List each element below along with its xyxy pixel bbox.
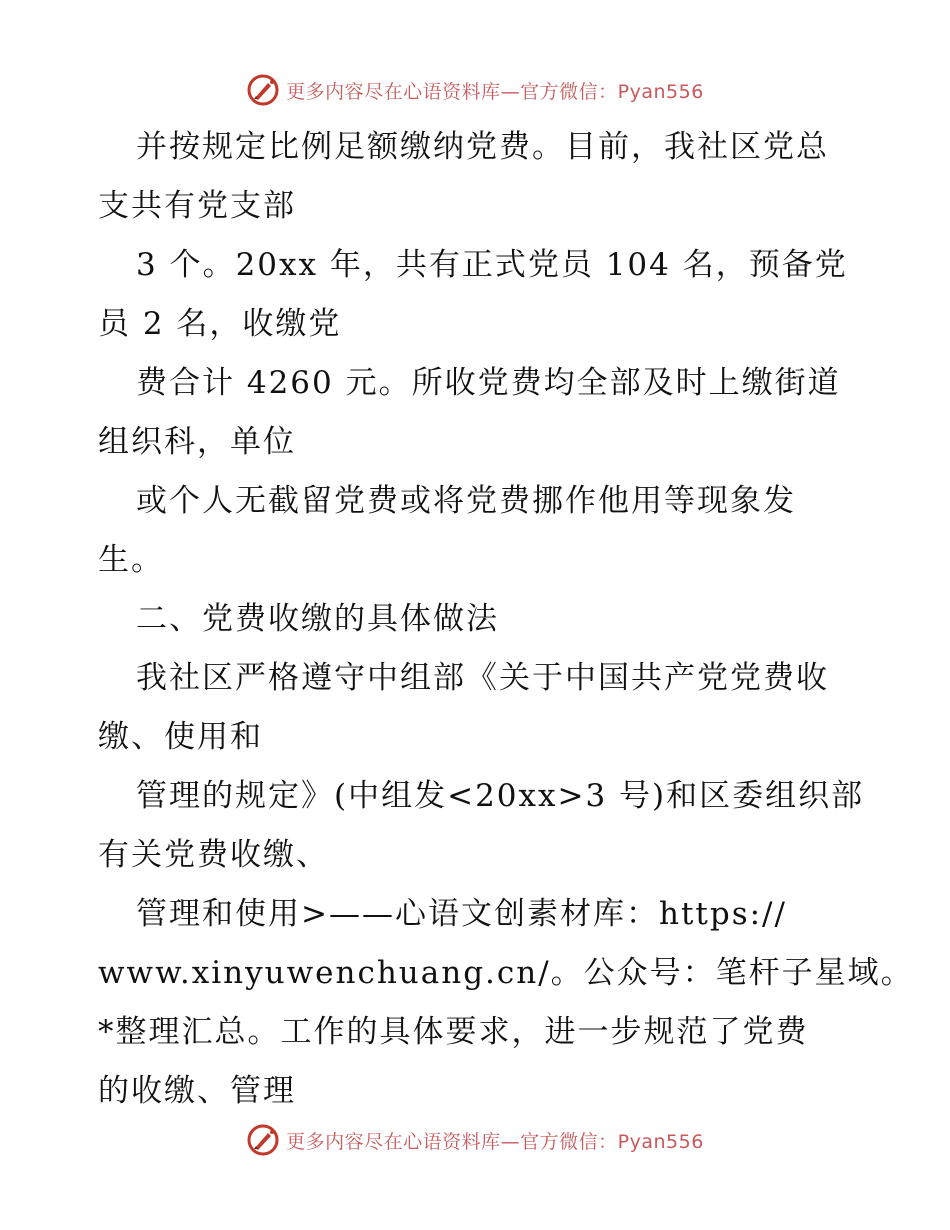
body-line: www.xinyuwenchuang.cn/。公众号：笔杆子星域。 xyxy=(98,955,914,991)
body-line: 管理和使用>——心语文创素材库：https:// xyxy=(136,896,787,932)
body-line: 的收缴、管理 xyxy=(98,1073,296,1109)
header-banner xyxy=(0,70,950,110)
footer-banner xyxy=(0,1120,950,1160)
footer-banner-text: 更多内容尽在心语资料库—官方微信：Pyan556 xyxy=(286,1130,704,1153)
section-heading: 二、党费收缴的具体做法 xyxy=(136,601,499,637)
body-line: 员 2 名，收缴党 xyxy=(98,306,342,342)
body-line: 并按规定比例足额缴纳党费。目前，我社区党总 xyxy=(136,129,829,165)
body-line: 3 个。20xx 年，共有正式党员 104 名，预备党 xyxy=(136,247,848,283)
body-line: 我社区严格遵守中组部《关于中国共产党党费收 xyxy=(136,660,829,696)
body-line: 组织科，单位 xyxy=(98,424,296,460)
body-line: 支共有党支部 xyxy=(98,188,296,224)
pen-logo-icon xyxy=(246,73,280,107)
header-banner-text: 更多内容尽在心语资料库—官方微信：Pyan556 xyxy=(286,80,704,103)
body-line: 费合计 4260 元。所收党费均全部及时上缴街道 xyxy=(136,365,841,401)
body-line: *整理汇总。工作的具体要求，进一步规范了党费 xyxy=(98,1014,809,1050)
body-line: 有关党费收缴、 xyxy=(98,837,329,873)
body-line: 管理的规定》(中组发<20xx>3 号)和区委组织部 xyxy=(136,778,865,814)
body-line: 或个人无截留党费或将党费挪作他用等现象发 xyxy=(136,483,796,519)
body-line: 生。 xyxy=(98,542,164,578)
document-body xyxy=(98,118,914,1121)
body-line: 缴、使用和 xyxy=(98,719,263,755)
pen-logo-icon xyxy=(246,1123,280,1157)
